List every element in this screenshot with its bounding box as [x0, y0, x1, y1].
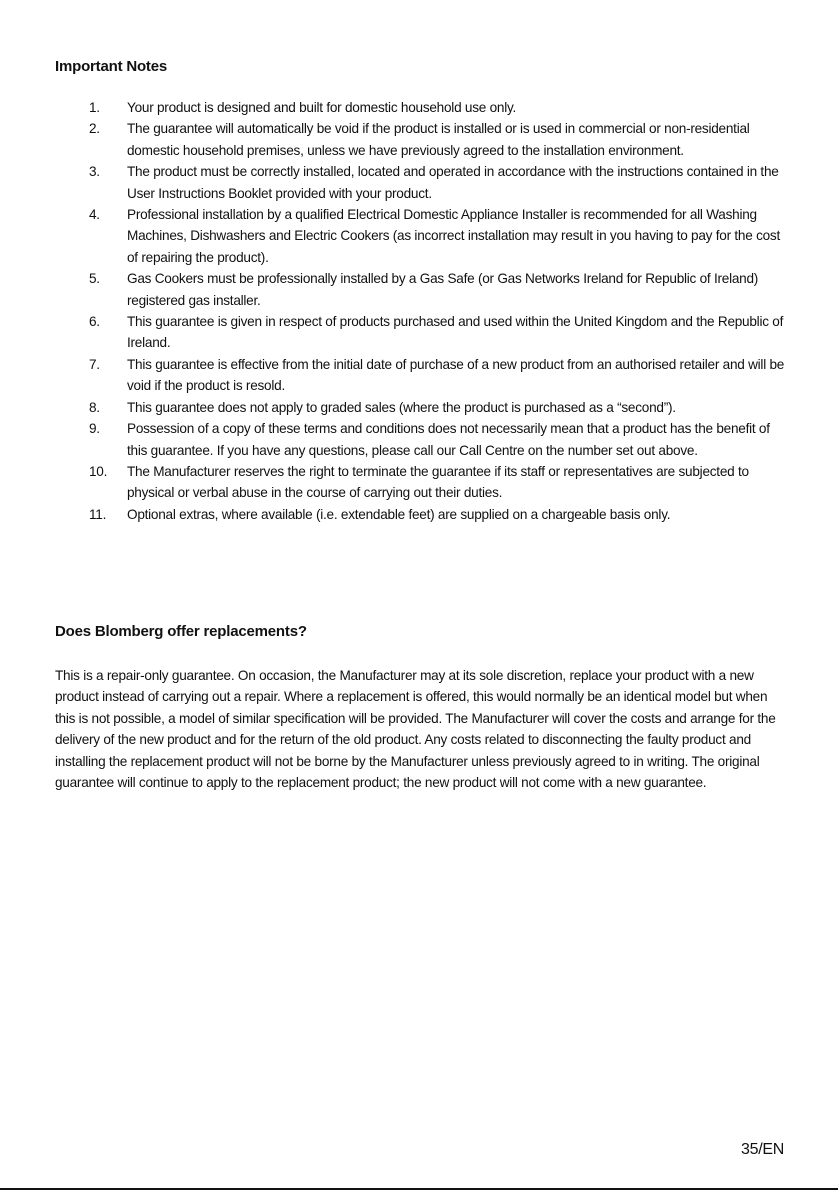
important-notes-heading: Important Notes	[55, 58, 168, 75]
note-text: The guarantee will automatically be void if the product is installed or is used in commercial or non-residential domestic household premises, unless we have previously agreed to the installation environment.	[127, 121, 750, 158]
note-number: 8.	[89, 399, 100, 415]
note-item-5	[0, 268, 838, 311]
note-number: 10.	[89, 463, 108, 479]
replacements-paragraph: This is a repair-only guarantee. On occasion, the Manufacturer may at its sole discretion, replace your product with a new product instead of carrying out a repair. Where a replacement is offered, this would normally be an identical model but when this is not possible, a model of similar specification will be provided. The Manufacturer will cover the costs and arrange for the delivery of the new product and for the return of the old product. Any costs related to disconnecting the faulty product and installing the replacement product will not be borne by the Manufacturer unless previously agreed to in writing. The original guarantee will continue to apply to the replacement product; the new product will not come with a new guarantee.	[55, 668, 776, 791]
important-notes-list	[0, 97, 838, 525]
note-number: 5.	[89, 271, 100, 287]
note-text: This guarantee does not apply to graded sales (where the product is purchased as a “second”).	[127, 399, 676, 415]
note-text: Professional installation by a qualified Electrical Domestic Appliance Installer is recommended for all Washing Machines, Dishwashers and Electric Cookers (as incorrect installation may result in you having to pay for the cost of repairing the product).	[127, 207, 780, 265]
note-text: Your product is designed and built for domestic household use only.	[127, 100, 517, 115]
page-number: 35/EN	[741, 1141, 784, 1158]
note-text: This guarantee is effective from the initial date of purchase of a new product from an authorised retailer and will be void if the product is resold.	[127, 356, 785, 394]
replacements-heading: Does Blomberg offer replacements?	[55, 623, 307, 640]
note-item-10	[0, 461, 838, 504]
note-number: 2.	[89, 121, 100, 137]
note-text: Possession of a copy of these terms and conditions does not necessarily mean that a product has the benefit of this guarantee. If you have any questions, please call our Call Centre on the number set out above.	[127, 421, 770, 458]
note-text: The product must be correctly installed, located and operated in accordance with the instructions contained in the User Instructions Booklet provided with your product.	[127, 164, 779, 201]
note-item-7	[0, 354, 838, 397]
bottom-divider	[0, 1188, 838, 1190]
note-text: Optional extras, where available (i.e. extendable feet) are supplied on a chargeable basis only.	[127, 506, 671, 522]
note-text: This guarantee is given in respect of products purchased and used within the United Kingdom and the Republic of Ireland.	[127, 314, 784, 351]
note-item-6	[0, 311, 838, 354]
note-number: 9.	[89, 421, 100, 437]
note-number: 6.	[89, 314, 100, 330]
note-text: The Manufacturer reserves the right to terminate the guarantee if its staff or representatives are subjected to physical or verbal abuse in the course of carrying out their duties.	[127, 463, 749, 501]
note-number: 1.	[89, 100, 100, 115]
note-text: Gas Cookers must be professionally installed by a Gas Safe (or Gas Networks Ireland for Republic of Ireland) registered gas installer.	[127, 271, 759, 308]
note-item-4	[0, 204, 838, 268]
note-item-11	[0, 504, 838, 525]
note-number: 11.	[89, 506, 107, 522]
note-number: 4.	[89, 207, 100, 223]
note-item-1	[0, 97, 838, 118]
note-number: 7.	[89, 356, 100, 372]
note-item-2	[0, 118, 838, 161]
note-item-3	[0, 161, 838, 204]
note-item-9	[0, 418, 838, 461]
note-item-8	[0, 397, 838, 418]
note-number: 3.	[89, 164, 100, 180]
